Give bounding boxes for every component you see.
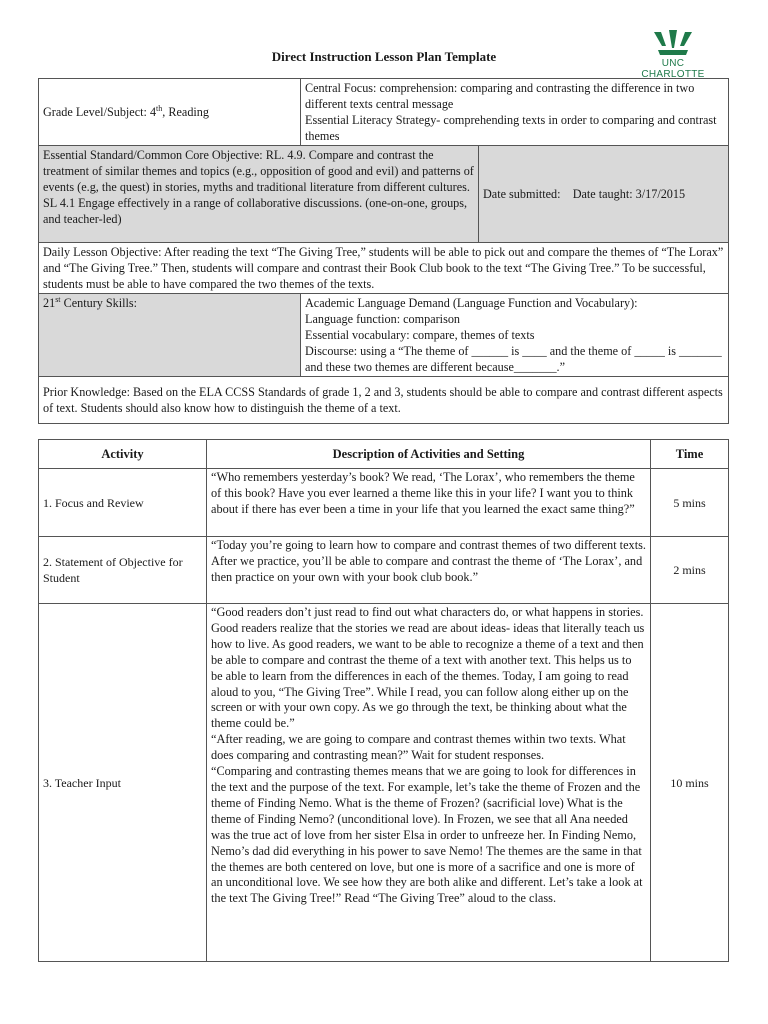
table-header-row [39, 440, 729, 469]
grade-level: Grade Level/Subject: 4th, Reading [43, 103, 209, 119]
language-function: Language function: comparison [305, 312, 461, 326]
logo-text: UNC CHARLOTTE [641, 58, 705, 80]
prior-knowledge-cell [39, 377, 729, 424]
literacy-strategy: Essential Literacy Strategy- comprehending texts in order to comparing and contrast themes [305, 113, 717, 143]
activity-description [207, 604, 651, 962]
central-focus: Central Focus: comprehension: comparing and contrasting the difference in two different texts central message [305, 81, 695, 111]
unc-charlotte-logo [632, 26, 714, 80]
century-skills: 21st Century Skills: [43, 294, 138, 310]
activity-label [39, 537, 207, 604]
activities-table [38, 439, 729, 962]
activity-time: 10 mins [651, 604, 729, 962]
table-row [39, 469, 729, 537]
activity-label: 3. Teacher Input [39, 604, 207, 962]
discourse: Discourse: using a “The theme of ______ is ____ and the theme of _____ is _______ and these two themes are different because_______.” [305, 344, 722, 374]
century-skills-cell [39, 294, 301, 377]
teacher-input-paragraph-3: “Comparing and contrasting themes means that we are going to look for differences in the text and the purpose of the text. For example, let’s take the theme of Frozen and the theme of Finding Nemo. What is the theme of Frozen? (sacrificial love) What is the theme of Finding Nemo? (unconditional love). In Frozen, we see that all Ana needed was the true act of love from her sister Elsa in order to unfreeze her. In Finding Nemo, Nemo’s dad did everything in his power to save Nemo! The themes are the same in that the themes are both centered on love, but one is more of a sacrifice and one is more of an unconditional love. We see how they are both alike and different. Let’s take a look at the text The Giving Tree!” Read “The Giving Tree” aloud to the class. [211, 764, 643, 906]
activity-description: “Today you’re going to learn how to compare and contrast themes of two different texts. After we practice, you’ll be able to compare and contrast the theme of ‘The Lorax’, and then practice on your own with your book club book.” [207, 537, 651, 604]
sl-objective: SL 4.1 Engage effectively in a range of collaborative discussions. (one-on-one, groups, and teacher-led) [43, 196, 468, 226]
crown-logo-icon [648, 26, 698, 58]
document-title: Direct Instruction Lesson Plan Template [271, 49, 497, 64]
time-header: Time [651, 440, 729, 469]
dates-cell [479, 146, 729, 243]
description-header: Description of Activities and Setting [207, 440, 651, 469]
activity-time: 2 mins [651, 537, 729, 604]
prior-knowledge: Prior Knowledge: Based on the ELA CCSS Standards of grade 1, 2 and 3, students should be able to compare and contrast different aspects of text. Students should also know how to distinguish the theme of a text. [43, 385, 723, 415]
date-submitted: Date submitted: [483, 187, 561, 201]
academic-language-cell [301, 294, 729, 377]
grade-level-cell [39, 79, 301, 146]
daily-objective-cell [39, 243, 729, 294]
teacher-input-paragraph-2: “After reading, we are going to compare and contrast themes within two texts. What does comparing and contrasting mean?” Wait for student responses. [211, 732, 626, 763]
activity-header: Activity [39, 440, 207, 469]
activity-label-text: 2. Statement of Objective for Student [43, 555, 183, 585]
activity-time: 5 mins [651, 469, 729, 537]
central-focus-cell [301, 79, 729, 146]
activity-description: “Who remembers yesterday’s book? We read, ‘The Lorax’, who remembers the theme of this book? Have you ever learned a theme like this in your life? I want you to think about if there has ever been a time in your life that you learned the exact same thing?” [207, 469, 651, 537]
date-taught: Date taught: 3/17/2015 [572, 187, 686, 201]
academic-language: Academic Language Demand (Language Function and Vocabulary): [305, 296, 638, 310]
standard-objective: Essential Standard/Common Core Objective: RL. 4.9. Compare and contrast the treatment of similar themes and topics (e.g., opposition of good and evil) and patterns of events (e.g, the quest) in stories, myths and traditional literature from different cultures. [43, 148, 474, 194]
standard-objective-cell [39, 146, 479, 243]
activity-label: 1. Focus and Review [39, 469, 207, 537]
lesson-header-table [38, 78, 729, 424]
table-row [39, 604, 729, 962]
daily-objective: Daily Lesson Objective: After reading the text “The Giving Tree,” students will be able to pick out and compare the themes of “The Lorax” and “The Giving Tree.” Then, students will compare and contrast their Book Club book to the text “The Giving Tree.” To be successful, students must be able to have compared the two themes of the texts. [43, 245, 724, 291]
essential-vocabulary: Essential vocabulary: compare, themes of texts [305, 328, 535, 342]
table-row [39, 537, 729, 604]
teacher-input-paragraph-1: “Good readers don’t just read to find out what characters do, or what happens in stories. Good readers realize that the stories we read are about ideas- ideas that literally teach us how to live. As good readers, we want to be able to recognize a theme of a text and then be able to compare and contrast the theme of a text with another text. This helps us to be able to learn from the differences in each of the themes. Today, I am going to read aloud to you, “The Giving Tree”. While I read, you can follow along either up on the screen or with your own copy. As we go through the text, be thinking about what the theme could be.” [211, 605, 645, 731]
